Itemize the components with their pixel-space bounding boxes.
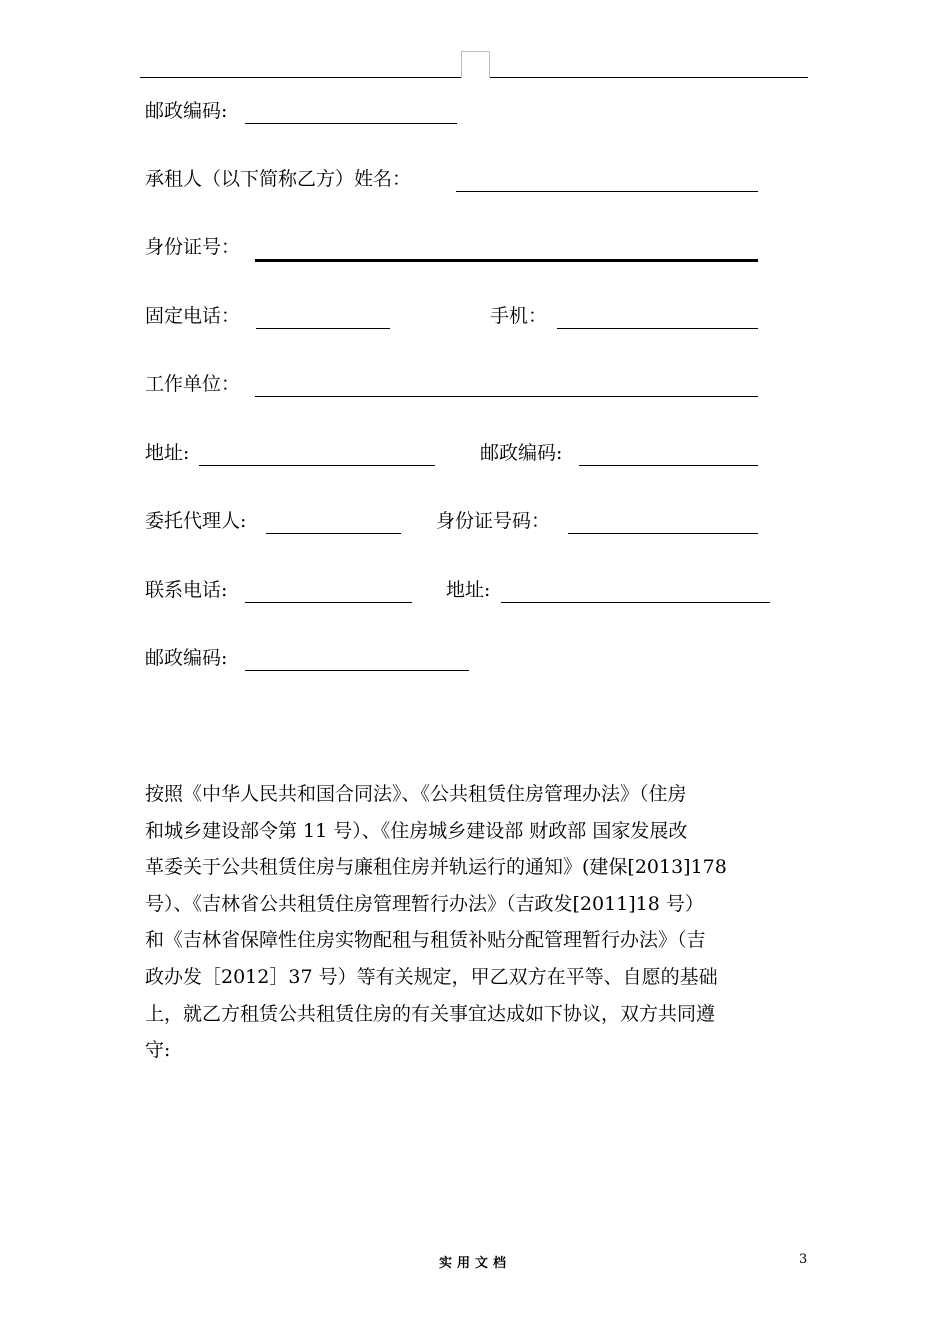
employer-label: 工作单位：: [145, 373, 241, 395]
contact-phone-label: 联系电话:: [145, 579, 228, 601]
lessee-name-label: 承租人（以下简称乙方）姓名：: [145, 168, 412, 190]
agent-address-field[interactable]: [501, 602, 770, 603]
agent-field[interactable]: [266, 533, 401, 534]
agreement-paragraph: [145, 776, 815, 1069]
contact-phone-field[interactable]: [245, 602, 412, 603]
landline-field[interactable]: [256, 328, 390, 329]
postal-code-field-3[interactable]: [245, 670, 469, 671]
id-number-label: 身份证号：: [145, 236, 241, 258]
landline-label: 固定电话：: [145, 305, 241, 327]
agent-id-field[interactable]: [568, 533, 758, 534]
header-box: [461, 51, 490, 78]
footer-text: 实用文档: [438, 1256, 511, 1271]
address-label: 地址:: [145, 442, 190, 464]
lessee-name-field[interactable]: [456, 191, 758, 192]
agent-address-label: 地址:: [446, 579, 491, 601]
paragraph-line: 按照《中华人民共和国合同法》、《公共租赁住房管理办法》（住房: [145, 783, 687, 805]
mobile-field[interactable]: [557, 328, 758, 329]
postal-code-label-3: 邮政编码:: [145, 647, 228, 669]
agent-id-label: 身份证号码：: [436, 510, 551, 532]
id-number-field[interactable]: [255, 259, 758, 262]
postal-code-field-2[interactable]: [579, 465, 758, 466]
paragraph-line: 号）、《吉林省公共租赁住房管理暂行办法》（吉政发[2011]18 号）: [145, 892, 704, 915]
paragraph-line: 政办发［2012］37 号）等有关规定，甲乙双方在平等、自愿的基础: [145, 965, 718, 988]
mobile-label: 手机：: [490, 305, 548, 327]
page-number: 3: [799, 1252, 808, 1267]
employer-field[interactable]: [255, 396, 758, 397]
postal-code-label-2: 邮政编码:: [480, 442, 563, 464]
postal-code-label: 邮政编码:: [145, 100, 228, 122]
postal-code-field[interactable]: [245, 123, 457, 124]
paragraph-line: 革委关于公共租赁住房与廉租住房并轨运行的通知》(建保[2013]178: [145, 856, 727, 879]
paragraph-line: 和《吉林省保障性住房实物配租与租赁补贴分配管理暂行办法》（吉: [145, 929, 706, 952]
paragraph-line: 守:: [145, 1039, 171, 1062]
paragraph-line: 和城乡建设部令第 11 号）、《住房城乡建设部 财政部 国家发展改: [145, 819, 688, 842]
paragraph-line: 上，就乙方租赁公共租赁住房的有关事宜达成如下协议，双方共同遵: [145, 1002, 716, 1025]
address-field[interactable]: [199, 465, 435, 466]
agent-label: 委托代理人:: [145, 510, 247, 532]
